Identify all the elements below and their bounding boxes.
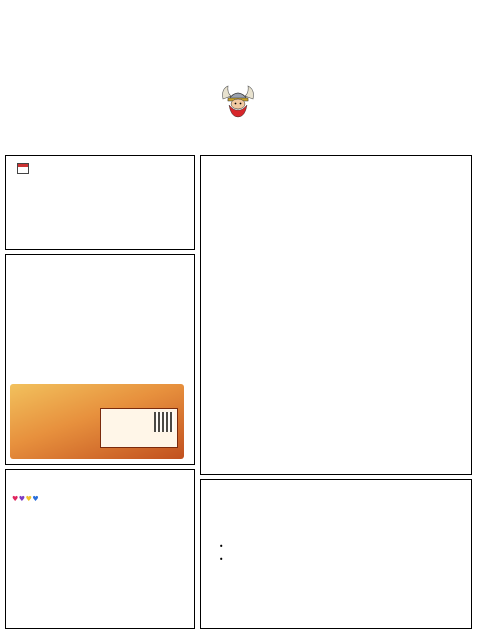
sign-off-line (12, 492, 39, 506)
qr-code-icon (154, 412, 174, 432)
district-logo (12, 48, 46, 88)
important-dates-box (5, 155, 195, 250)
viking-mascot-icon (219, 83, 257, 118)
cooking-bullets (231, 540, 463, 566)
cooking-bullet (231, 540, 463, 553)
yearbook-ad-image (10, 384, 184, 459)
behavior-box (200, 155, 472, 475)
start-end-times-box (5, 469, 195, 629)
hearts-icon: ♥♥♥♥ (12, 495, 40, 503)
times-body (12, 492, 39, 506)
calendar-icon (17, 163, 29, 174)
cooking-bullet (231, 553, 463, 566)
cooking-box (200, 479, 472, 629)
ad-info-panel (100, 408, 178, 448)
